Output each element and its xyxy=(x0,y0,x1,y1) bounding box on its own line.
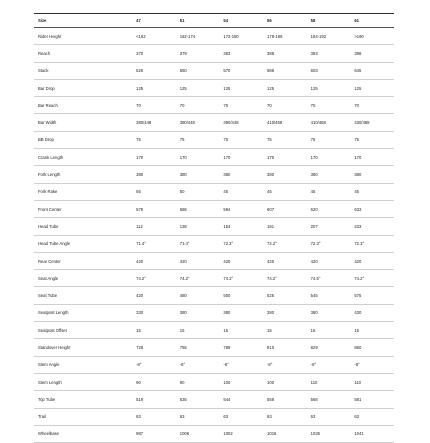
table-cell: 380 xyxy=(350,166,394,183)
table-cell: 170 xyxy=(176,149,220,166)
table-row xyxy=(34,79,394,96)
table-row xyxy=(34,149,394,166)
row-label: Trail xyxy=(34,408,132,425)
table-cell: 72.3° xyxy=(307,235,351,252)
table-cell: 15 xyxy=(219,322,263,339)
table-cell: 393 xyxy=(307,45,351,62)
table-cell: 110 xyxy=(307,373,351,390)
table-cell: 607 xyxy=(263,200,307,217)
table-row xyxy=(34,97,394,114)
table-cell: 1002 xyxy=(219,425,263,442)
table-cell: 70 xyxy=(307,97,351,114)
table-cell: 233 xyxy=(350,218,394,235)
table-row xyxy=(34,200,394,217)
table-row xyxy=(34,322,394,339)
table-row xyxy=(34,391,394,408)
table-cell: 379 xyxy=(176,45,220,62)
table-cell: 755 xyxy=(176,339,220,356)
table-cell: 71.4° xyxy=(176,235,220,252)
table-cell: -8° xyxy=(307,356,351,373)
table-cell: 420 xyxy=(219,252,263,269)
table-cell: 380 xyxy=(132,166,176,183)
table-cell: 586 xyxy=(263,62,307,79)
table-cell: 420 xyxy=(307,252,351,269)
table-cell: 75 xyxy=(176,131,220,148)
table-cell: 125 xyxy=(263,79,307,96)
table-cell: 603 xyxy=(307,62,351,79)
header-size-51: 51 xyxy=(176,14,220,28)
table-cell: 125 xyxy=(132,79,176,96)
table-cell: 170 xyxy=(307,149,351,166)
table-cell: 125 xyxy=(219,79,263,96)
table-row xyxy=(34,183,394,200)
table-cell: 15 xyxy=(307,322,351,339)
table-cell: -8° xyxy=(350,356,394,373)
table-cell: 383 xyxy=(219,45,263,62)
table-cell: 525 xyxy=(263,287,307,304)
table-row xyxy=(34,114,394,131)
table-cell: 100 xyxy=(263,373,307,390)
table-cell: 154 xyxy=(219,218,263,235)
table-cell: 581 xyxy=(350,391,394,408)
row-label: BB Drop xyxy=(34,131,132,148)
table-cell: 90 xyxy=(132,373,176,390)
table-cell: 45 xyxy=(350,183,394,200)
table-cell: 728 xyxy=(132,339,176,356)
table-cell: 526 xyxy=(132,62,176,79)
table-cell: 181 xyxy=(263,218,307,235)
table-cell: 545 xyxy=(307,287,351,304)
table-cell: 45 xyxy=(219,183,263,200)
table-cell: 15 xyxy=(176,322,220,339)
table-cell: 420 xyxy=(350,252,394,269)
table-cell: 535 xyxy=(176,391,220,408)
row-label: Seat Angle xyxy=(34,270,132,287)
table-cell: 63 xyxy=(307,408,351,425)
table-cell: 645 xyxy=(350,62,394,79)
row-label: Stack xyxy=(34,62,132,79)
table-row xyxy=(34,304,394,321)
table-cell: 207 xyxy=(307,218,351,235)
table-header xyxy=(34,14,394,28)
table-cell: 55 xyxy=(132,183,176,200)
header-size-61: 61 xyxy=(350,14,394,28)
table-cell: 90 xyxy=(176,373,220,390)
header-row xyxy=(34,14,394,28)
row-label: Head Tube xyxy=(34,218,132,235)
row-label: Wheelbase xyxy=(34,425,132,442)
table-cell: 63 xyxy=(263,408,307,425)
table-row xyxy=(34,287,394,304)
table-cell: 480 xyxy=(176,287,220,304)
table-row xyxy=(34,45,394,62)
table-cell: 125 xyxy=(176,79,220,96)
table-row xyxy=(34,356,394,373)
table-cell: 75 xyxy=(219,131,263,148)
table-cell: 568 xyxy=(307,391,351,408)
table-cell: 74.2° xyxy=(350,270,394,287)
table-cell: 500 xyxy=(219,287,263,304)
table-cell: 71.4° xyxy=(132,235,176,252)
table-cell: 380 xyxy=(263,304,307,321)
table-cell: 72.3° xyxy=(350,235,394,252)
table-cell: 170 xyxy=(263,149,307,166)
table-cell: 74.2° xyxy=(219,270,263,287)
table-cell: 430 xyxy=(350,304,394,321)
table-row xyxy=(34,62,394,79)
table-cell: 398 xyxy=(350,45,394,62)
table-cell: 112 xyxy=(132,218,176,235)
table-cell: <162 xyxy=(132,28,176,45)
table-cell: 594 xyxy=(219,200,263,217)
table-cell: 75 xyxy=(132,131,176,148)
table-cell: 420 xyxy=(132,252,176,269)
table-cell: 75 xyxy=(350,131,394,148)
table-cell: 1016 xyxy=(263,425,307,442)
table-cell: 575 xyxy=(350,287,394,304)
table-cell: 380 xyxy=(176,166,220,183)
table-cell: 570 xyxy=(219,62,263,79)
table-cell: 519 xyxy=(132,391,176,408)
table-cell: >190 xyxy=(350,28,394,45)
row-label: Stem Length xyxy=(34,373,132,390)
table-cell: 74.2° xyxy=(176,270,220,287)
table-cell: 390/448 xyxy=(219,114,263,131)
row-label: Seatpost Length xyxy=(34,304,132,321)
row-label: Seat Tube xyxy=(34,287,132,304)
table-row xyxy=(34,252,394,269)
table-cell: 380 xyxy=(219,304,263,321)
table-cell: 70 xyxy=(219,97,263,114)
row-label: Bar Width xyxy=(34,114,132,131)
table-row xyxy=(34,425,394,442)
table-cell: -8° xyxy=(132,356,176,373)
row-label: Rear Center xyxy=(34,252,132,269)
table-cell: 380/448 xyxy=(176,114,220,131)
table-row xyxy=(34,218,394,235)
row-label: Fork Rake xyxy=(34,183,132,200)
table-cell: 72.2° xyxy=(219,235,263,252)
table-cell: 987 xyxy=(132,425,176,442)
table-cell: 15 xyxy=(263,322,307,339)
table-row xyxy=(34,131,394,148)
table-cell: 544 xyxy=(219,391,263,408)
table-cell: 170 xyxy=(350,149,394,166)
table-cell: 70 xyxy=(263,97,307,114)
table-row xyxy=(34,373,394,390)
table-cell: 162-174 xyxy=(176,28,220,45)
table-cell: 100 xyxy=(219,373,263,390)
table-cell: -8° xyxy=(176,356,220,373)
table-cell: 70 xyxy=(350,97,394,114)
table-cell: 810 xyxy=(263,339,307,356)
table-cell: 633 xyxy=(350,200,394,217)
table-cell: -8° xyxy=(263,356,307,373)
table-cell: 63 xyxy=(219,408,263,425)
table-cell: 420 xyxy=(132,287,176,304)
table-cell: 1006 xyxy=(176,425,220,442)
table-row xyxy=(34,408,394,425)
table-cell: 829 xyxy=(307,339,351,356)
header-size-56: 56 xyxy=(263,14,307,28)
table-cell: 74.2° xyxy=(263,270,307,287)
row-label: Bar Reach xyxy=(34,97,132,114)
table-cell: 380 xyxy=(263,166,307,183)
table-cell: 138 xyxy=(176,218,220,235)
header-size-47: 47 xyxy=(132,14,176,28)
table-cell: 330 xyxy=(132,304,176,321)
table-cell: 125 xyxy=(307,79,351,96)
table-cell: 550 xyxy=(176,62,220,79)
row-label: Crank Length xyxy=(34,149,132,166)
table-cell: 380 xyxy=(176,304,220,321)
table-cell: 72.2° xyxy=(263,235,307,252)
table-cell: 15 xyxy=(132,322,176,339)
table-cell: 74.2° xyxy=(132,270,176,287)
geometry-table xyxy=(34,13,394,443)
table-cell: 184-192 xyxy=(307,28,351,45)
table-cell: 860 xyxy=(350,339,394,356)
table-cell: 1025 xyxy=(307,425,351,442)
row-label: Rider Height xyxy=(34,28,132,45)
table-row xyxy=(34,166,394,183)
row-label: Reach xyxy=(34,45,132,62)
table-cell: 420 xyxy=(176,252,220,269)
row-label: Seatpost Offset xyxy=(34,322,132,339)
table-cell: -8° xyxy=(219,356,263,373)
row-label: Bar Drop xyxy=(34,79,132,96)
table-cell: 70 xyxy=(132,97,176,114)
table-cell: 172-180 xyxy=(219,28,263,45)
table-cell: 70 xyxy=(176,97,220,114)
table-cell: 63 xyxy=(176,408,220,425)
geometry-chart xyxy=(34,13,394,443)
table-cell: 110 xyxy=(350,373,394,390)
table-cell: 380 xyxy=(307,166,351,183)
table-row xyxy=(34,339,394,356)
row-label: Fork Length xyxy=(34,166,132,183)
table-cell: 45 xyxy=(307,183,351,200)
table-row xyxy=(34,28,394,45)
table-cell: 620 xyxy=(307,200,351,217)
table-cell: 170 xyxy=(219,149,263,166)
table-cell: 45 xyxy=(263,183,307,200)
header-size-54: 54 xyxy=(219,14,263,28)
table-cell: 170 xyxy=(132,149,176,166)
table-cell: 558 xyxy=(263,391,307,408)
table-body xyxy=(34,28,394,443)
table-cell: 75 xyxy=(263,131,307,148)
table-cell: 420 xyxy=(263,252,307,269)
table-cell: 380/448 xyxy=(132,114,176,131)
table-row xyxy=(34,270,394,287)
table-cell: 370 xyxy=(132,45,176,62)
table-cell: 50 xyxy=(176,183,220,200)
table-cell: 410/468 xyxy=(263,114,307,131)
row-label: Stem Angle xyxy=(34,356,132,373)
table-cell: 410/468 xyxy=(307,114,351,131)
table-cell: 178-186 xyxy=(263,28,307,45)
row-label: Head Tube Angle xyxy=(34,235,132,252)
row-label: Standover Height xyxy=(34,339,132,356)
header-size: Size xyxy=(34,14,132,28)
table-cell: 380 xyxy=(307,304,351,321)
table-cell: 579 xyxy=(132,200,176,217)
table-cell: 586 xyxy=(176,200,220,217)
table-cell: 380 xyxy=(219,166,263,183)
table-row xyxy=(34,235,394,252)
table-cell: 63 xyxy=(132,408,176,425)
table-cell: 1041 xyxy=(350,425,394,442)
table-cell: 430/488 xyxy=(350,114,394,131)
row-label: Front Center xyxy=(34,200,132,217)
table-cell: 74.5° xyxy=(307,270,351,287)
table-cell: 388 xyxy=(263,45,307,62)
table-cell: 125 xyxy=(350,79,394,96)
table-cell: 63 xyxy=(350,408,394,425)
table-cell: 15 xyxy=(350,322,394,339)
table-cell: 75 xyxy=(307,131,351,148)
table-cell: 788 xyxy=(219,339,263,356)
row-label: Top Tube xyxy=(34,391,132,408)
header-size-58: 58 xyxy=(307,14,351,28)
